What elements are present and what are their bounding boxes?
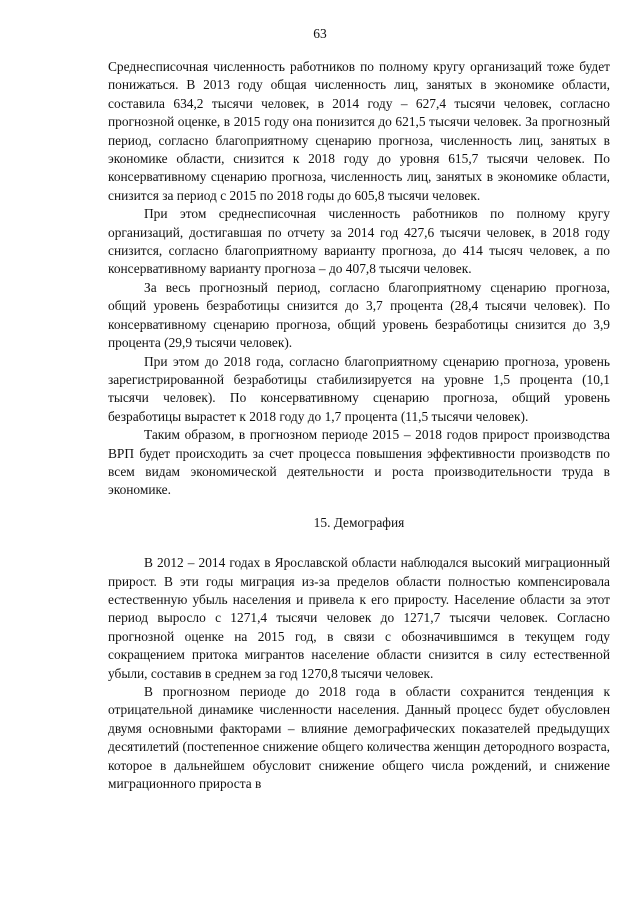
paragraph-employment: Среднесписочная численность работников по полному кругу организаций тоже будет понижаться. В 2013 году общая численность лиц, занятых в экономике области, составила 634,2 тысячи человек, в 2014 году – 627,4 тысячи человек, согласно прогнозной оценке, в 2015 году она понизится до 621,5 тысячи человек. За прогнозный период, согласно благоприятному сценарию прогноза, численность лиц, занятых в экономике области, снизится к 2018 году до уровня 615,7 тысячи человек. По консервативному сценарию прогноза, численность лиц, занятых в экономике области, снизится за период с 2015 по 2018 годы до 605,8 тысячи человек. <box>108 59 610 203</box>
paragraph-population-forecast: В прогнозном периоде до 2018 года в области сохранится тенденция к отрицательной динамике численности населения. Данный процесс будет обусловлен двумя основными факторами – влияние демографических показателей предыдущих десятилетий (постепенное снижение общего количества женщин детородного возраста, которое в дальнейшем обусловит снижение общего числа рождений, и снижение миграционного прироста в <box>108 684 610 792</box>
paragraph-unemployment: За весь прогнозный период, согласно благоприятному сценарию прогноза, общий уровень безработицы снизится до 3,7 процента (28,4 тысячи человек). По консервативному сценарию прогноза, общий уровень безработицы снизится до 3,9 процента (29,9 тысячи человек). <box>108 279 610 351</box>
document-body <box>108 58 610 793</box>
section-heading: 15. Демография <box>313 514 405 530</box>
paragraph-grp-growth: Таким образом, в прогнозном периоде 2015 – 2018 годов прирост производства ВРП будет происходить за счет процесса повышения эффективности производств по всем видам экономической деятельности и роста производительности труда в экономике. <box>108 427 610 498</box>
paragraph-average-headcount: При этом среднесписочная численность работников по полному кругу организаций, достигавшая по отчету за 2014 год 427,6 тысячи человек, в 2018 году снизится, согласно благоприятному варианту прогноза, до 414 тысяч человек, а по консервативному варианту прогноза – до 407,8 тысячи человек. <box>108 206 610 277</box>
paragraph-registered-unemployment: При этом до 2018 года, согласно благоприятному сценарию прогноза, уровень зарегистрированной безработицы стабилизируется на уровне 1,5 процента (10,1 тысячи человек). По консервативному сценарию прогноза, общий уровень безработицы вырастет к 2018 году до 1,7 процента (11,5 тысячи человек). <box>108 353 610 424</box>
page-number: 63 <box>313 26 327 41</box>
paragraph-migration: В 2012 – 2014 годах в Ярославской области наблюдался высокий миграционный прирост. В эти годы миграция из-за пределов области полностью компенсировала естественную убыль населения и привела к его приросту. Население области за этот период выросло с 1271,4 тысячи человек до 1271,7 тысячи человек. Согласно прогнозной оценке на 2015 год, в связи с обозначившимся в текущем году сокращением притока мигрантов население области снизится в силу естественной убыли, составив в среднем за год 1270,8 тысячи человек. <box>108 555 610 681</box>
